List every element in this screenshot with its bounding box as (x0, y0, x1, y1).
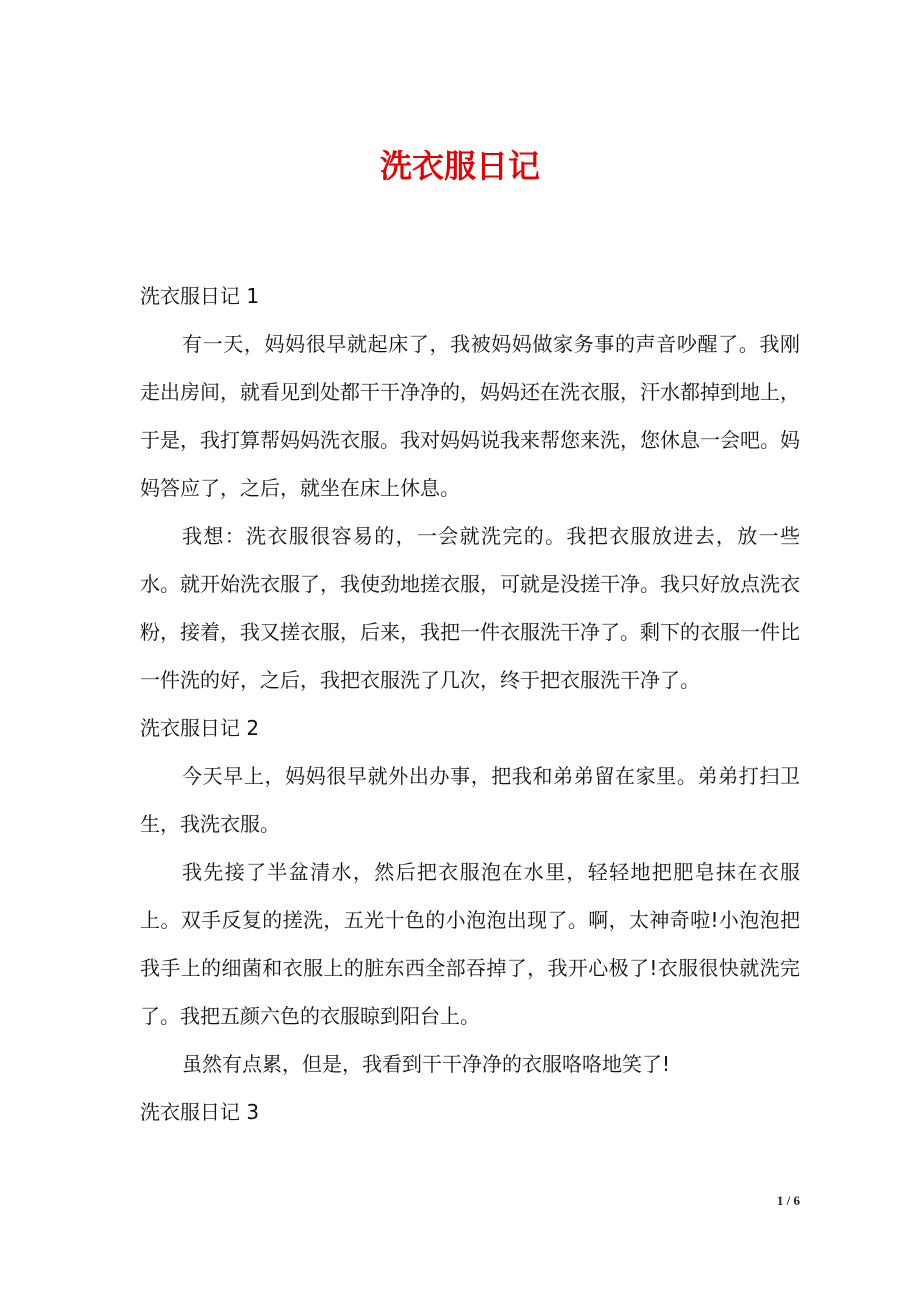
document-body (140, 272, 800, 1136)
section-2 (140, 704, 800, 1088)
paragraph: 今天早上，妈妈很早就外出办事，把我和弟弟留在家里。弟弟打扫卫生，我洗衣服。 (140, 764, 800, 836)
section-heading: 洗衣服日记 3 (140, 1100, 260, 1124)
section-1 (140, 272, 800, 704)
paragraph: 虽然有点累，但是，我看到干干净净的衣服咯咯地笑了! (182, 1052, 671, 1076)
page-number: 1 / 6 (776, 1193, 800, 1208)
paragraph: 我先接了半盆清水，然后把衣服泡在水里，轻轻地把肥皂抹在衣服上。双手反复的搓洗，五光十色的小泡泡出现了。啊，太神奇啦!小泡泡把我手上的细菌和衣服上的脏东西全部吞掉了，我开心极了!衣服很快就洗完了。我把五颜六色的衣服晾到阳台上。 (140, 860, 800, 1028)
paragraph: 我想：洗衣服很容易的，一会就洗完的。我把衣服放进去，放一些水。就开始洗衣服了，我使劲地搓衣服，可就是没搓干净。我只好放点洗衣粉，接着，我又搓衣服，后来，我把一件衣服洗干净了。剩下的衣服一件比一件洗的好，之后，我把衣服洗了几次，终于把衣服洗干净了。 (140, 524, 800, 692)
section-heading: 洗衣服日记 1 (140, 284, 260, 308)
document-title: 洗衣服日记 (379, 147, 540, 185)
section-heading: 洗衣服日记 2 (140, 716, 260, 740)
section-3 (140, 1088, 800, 1136)
paragraph: 有一天，妈妈很早就起床了，我被妈妈做家务事的声音吵醒了。我刚走出房间，就看见到处都干干净净的，妈妈还在洗衣服，汗水都掉到地上，于是，我打算帮妈妈洗衣服。我对妈妈说我来帮您来洗，您休息一会吧。妈妈答应了，之后，就坐在床上休息。 (140, 332, 800, 500)
